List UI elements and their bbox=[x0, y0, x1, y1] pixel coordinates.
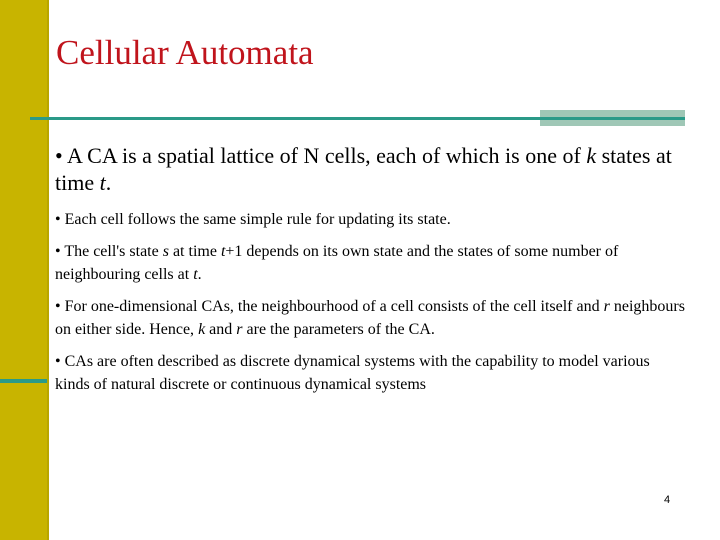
bullet-text: • A CA is a spatial lattice of N cells, each of which is one of bbox=[55, 143, 587, 168]
bullet-variable: r bbox=[236, 321, 243, 338]
bullet-variable: t bbox=[99, 170, 106, 195]
bullet-text: +1 depends on its own state and the states of some number of neighbouring cells at bbox=[55, 243, 619, 283]
header-divider-line-segment bbox=[540, 117, 685, 120]
bullet-text: • Each cell follows the same simple rule for updating its state. bbox=[55, 211, 451, 228]
bullet-text: and bbox=[205, 321, 237, 338]
side-accent-dash bbox=[0, 379, 47, 383]
bullet-item bbox=[55, 142, 685, 196]
bullet-variable: r bbox=[603, 298, 610, 315]
bullet-variable: t bbox=[193, 266, 198, 283]
bullet-item bbox=[55, 208, 685, 231]
bullet-text: at time bbox=[168, 243, 221, 260]
bullet-text: states at time bbox=[55, 143, 672, 195]
bullet-text: . bbox=[105, 170, 112, 195]
left-accent-bar bbox=[0, 0, 47, 540]
slide-title: Cellular Automata bbox=[56, 33, 314, 72]
page-number: 4 bbox=[664, 494, 671, 506]
bullet-item bbox=[55, 295, 685, 341]
bullet-text: • The cell's state bbox=[55, 243, 163, 260]
bullet-text: • CAs are often described as discrete dynamical systems with the capability to model various kinds of natural discrete or continuous dynamical systems bbox=[55, 353, 650, 393]
bullet-variable: k bbox=[198, 321, 206, 338]
bullet-item bbox=[55, 240, 685, 286]
bullet-text: are the parameters of the CA. bbox=[242, 321, 435, 338]
left-accent-edge bbox=[47, 0, 49, 540]
bullet-item bbox=[55, 350, 685, 396]
bullet-variable: k bbox=[586, 143, 597, 168]
bullet-text: • For one-dimensional CAs, the neighbourhood of a cell consists of the cell itself and bbox=[55, 298, 604, 315]
bullet-variable: s bbox=[162, 243, 169, 260]
bullet-text: neighbours on either side. Hence, bbox=[55, 298, 685, 338]
bullet-variable: t bbox=[220, 243, 226, 260]
bullet-text: . bbox=[197, 266, 202, 283]
slide-body bbox=[55, 142, 685, 405]
